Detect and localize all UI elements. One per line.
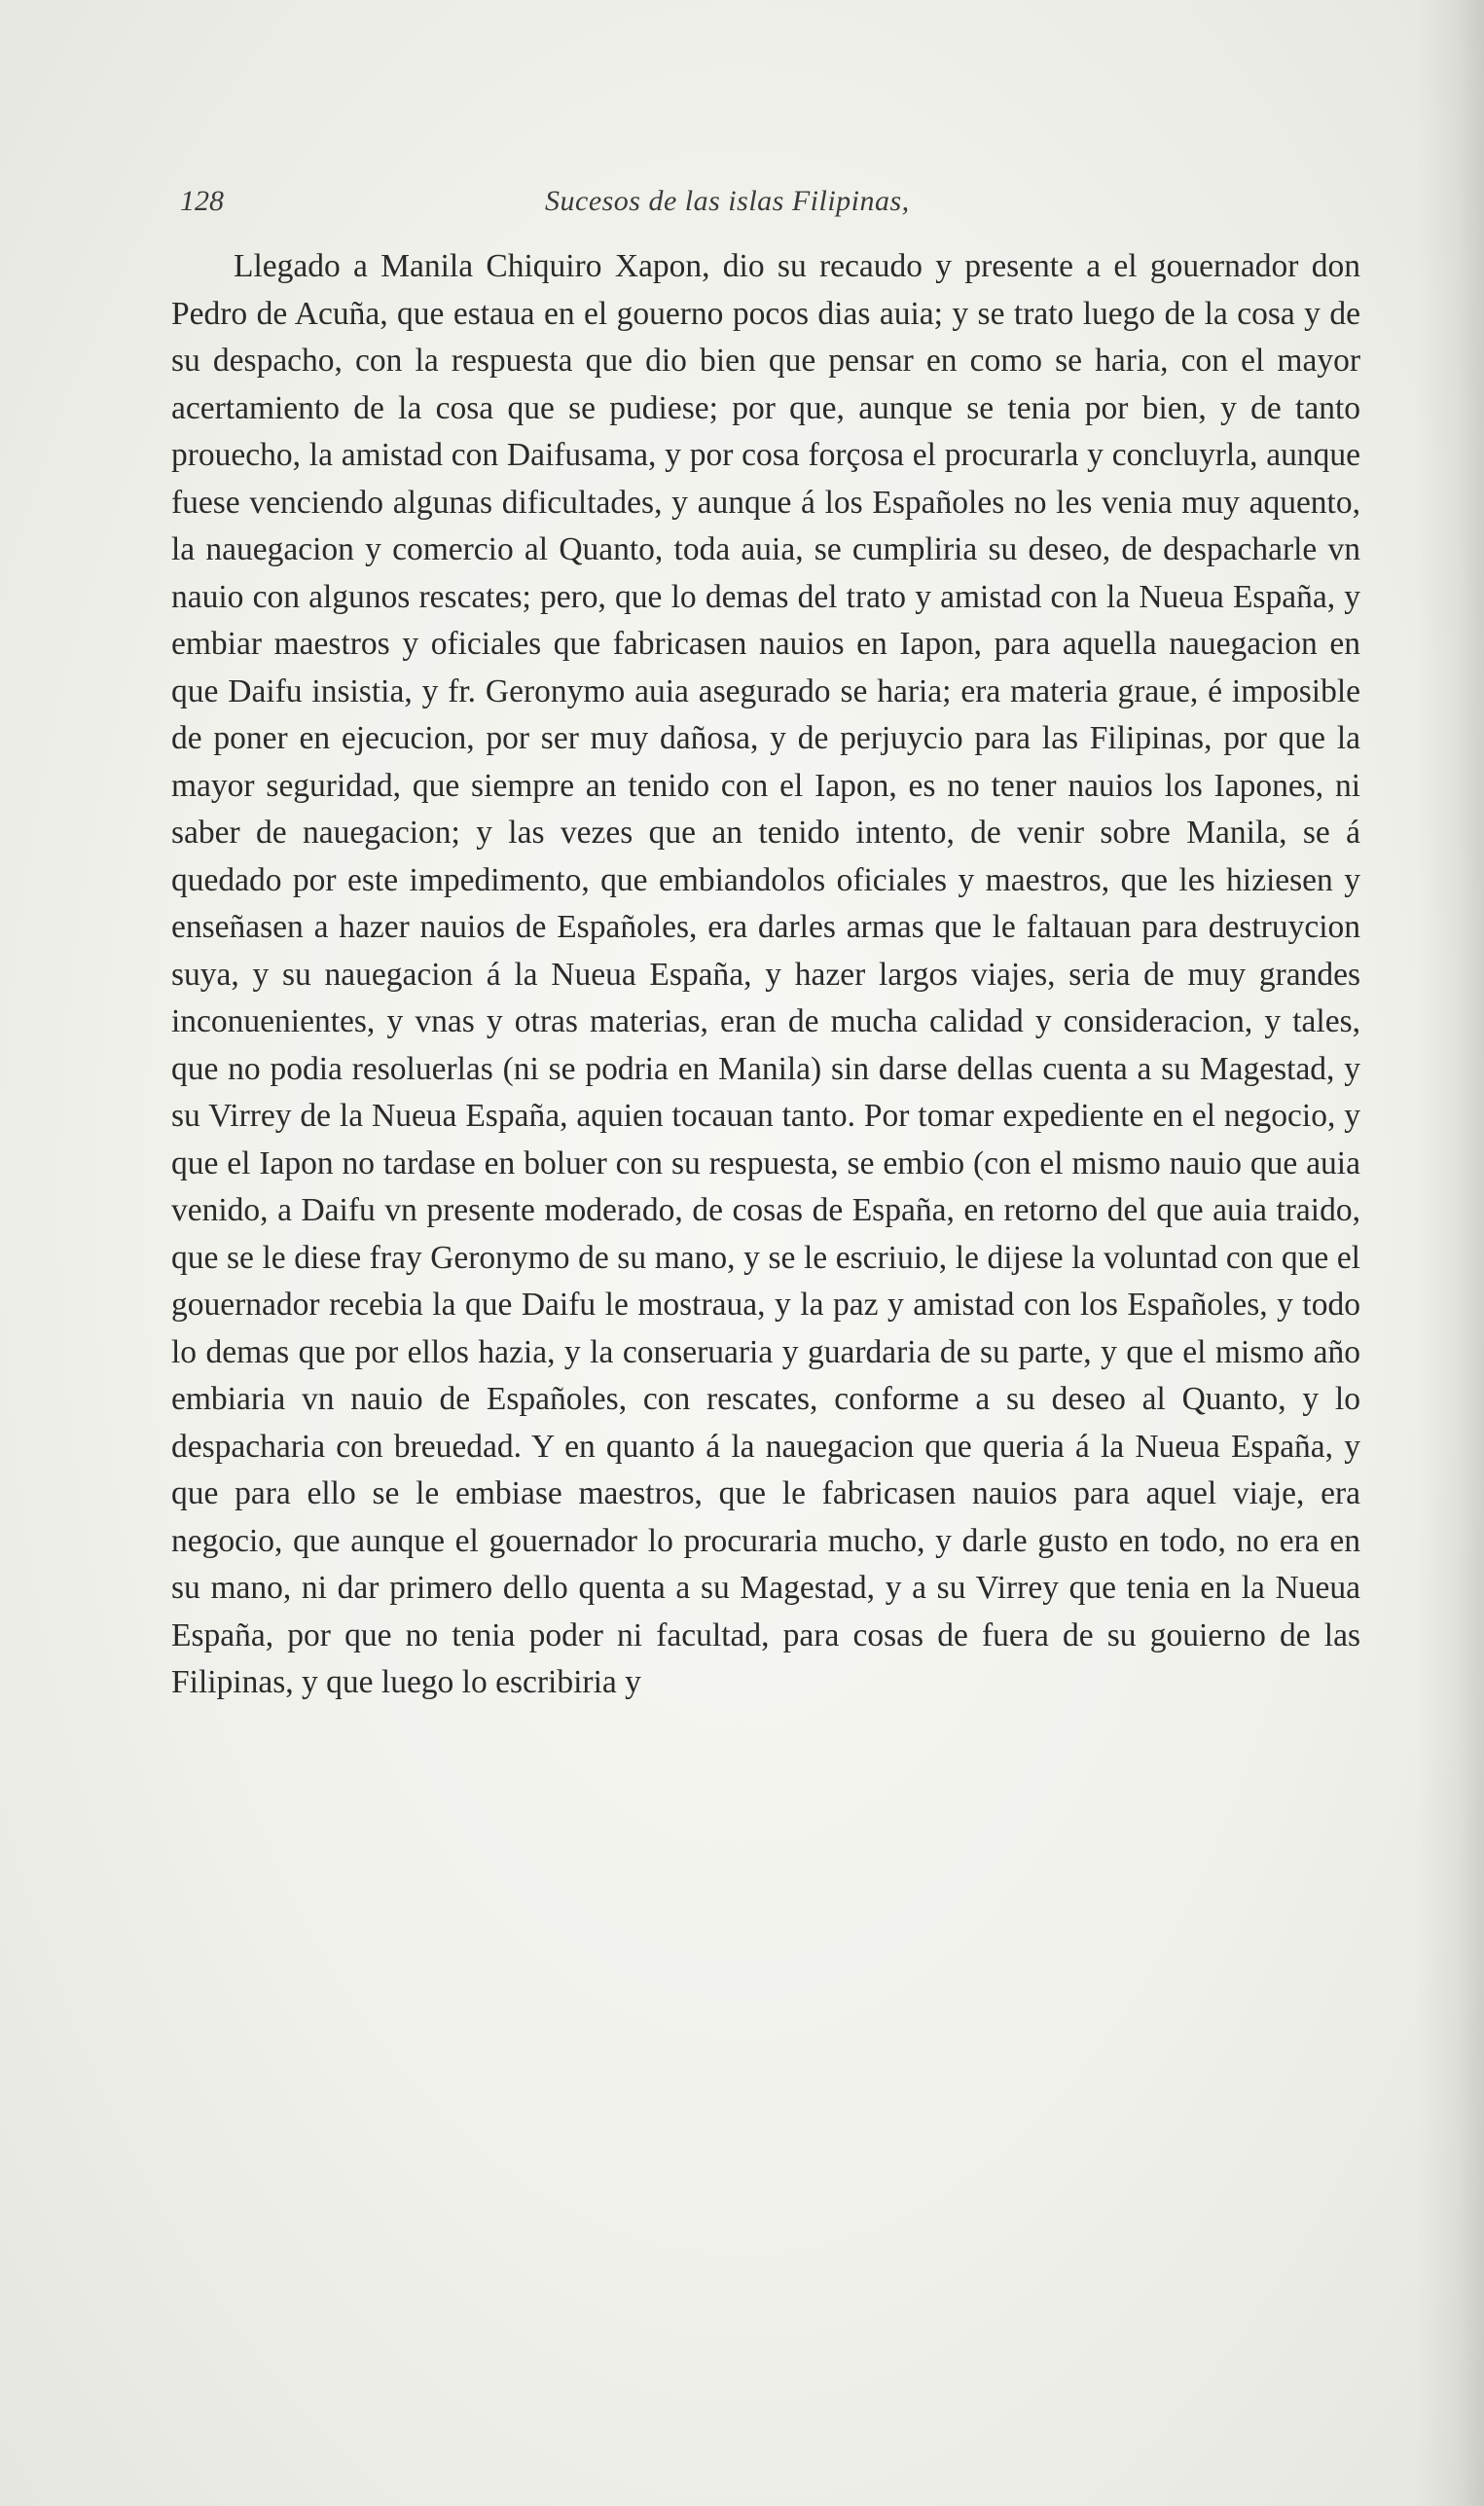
running-title: Sucesos de las islas Filipinas, xyxy=(545,185,910,217)
page-edge-shadow xyxy=(1416,0,1484,2506)
running-head xyxy=(180,185,1357,228)
page-number: 128 xyxy=(180,185,224,217)
body-paragraph-text: Llegado a Manila Chiquiro Xapon, dio su recaudo y presente a el gouernador don Pedro de Acuña, que estaua en el gouerno pocos dias auia; y se trato luego de la cosa y de su despacho, con la respuesta que dio bien que pensar en como se haria, con el mayor acertamiento de la cosa que se pudiese; por que, aunque se tenia por bien, y de tanto prouecho, la amistad con Daifusama, y por cosa forçosa el procurarla y concluyrla, aunque fuese venciendo algunas dificultades, y aunque á los Españoles no les venia muy aquento, la nauegacion y comercio al Quanto, toda auia, se cumpliria su deseo, de despacharle vn nauio con algunos rescates; pero, que lo demas del trato y amistad con la Nueua España, y embiar maestros y oficiales que fabricasen nauios en Iapon, para aquella nauegacion en que Daifu insistia, y fr. Geronymo auia asegurado se haria; era materia graue, é imposible de poner en ejecucion, por ser muy dañosa, y de perjuycio para las Filipinas, por que la mayor seguridad, que siempre an tenido con el Iapon, es no tener nauios los Iapones, ni saber de nauegacion; y las vezes que an tenido intento, de venir sobre Manila, se á quedado por este impedimento, que embiandolos oficiales y maestros, que les hiziesen y enseñasen a hazer nauios de Españoles, era darles armas que le faltauan para destruycion suya, y su nauegacion á la Nueua España, y hazer largos viajes, seria de muy grandes inconuenientes, y vnas y otras materias, eran de mucha calidad y consideracion, y tales, que no podia resoluerlas (ni se podria en Manila) sin darse dellas cuenta a su Magestad, y su Virrey de la Nueua España, aquien tocauan tanto. Por tomar expediente en el negocio, y que el Iapon no tardase en boluer con su respuesta, se embio (con el mismo nauio que auia venido, a Daifu vn presente moderado, de cosas de España, en retorno del que auia traido, que se le diese fray Geronymo de su mano, y se le escriuio, le dijese la voluntad con que el gouernador recebia la que Daifu le mostraua, y la paz y amistad con los Españoles, y todo lo demas que por ellos hazia, y la conseruaria y guardaria de su parte, y que el mismo año embiaria vn nauio de Españoles, con rescates, conforme a su deseo al Quanto, y lo despacharia con breuedad. Y en quanto á la nauegacion que queria á la Nueua España, y que para ello se le embiase maestros, que le fabricasen nauios para aquel viaje, era negocio, que aunque el gouernador lo procuraria mucho, y darle gusto en todo, no era en su mano, ni dar primero dello quenta a su Magestad, y a su Virrey que tenia en la Nueua España, por que no tenia poder ni facultad, para cosas de fuera de su gouierno de las Filipinas, y que luego lo escribiria y xyxy=(171,248,1360,1700)
body-paragraph xyxy=(171,243,1360,1707)
